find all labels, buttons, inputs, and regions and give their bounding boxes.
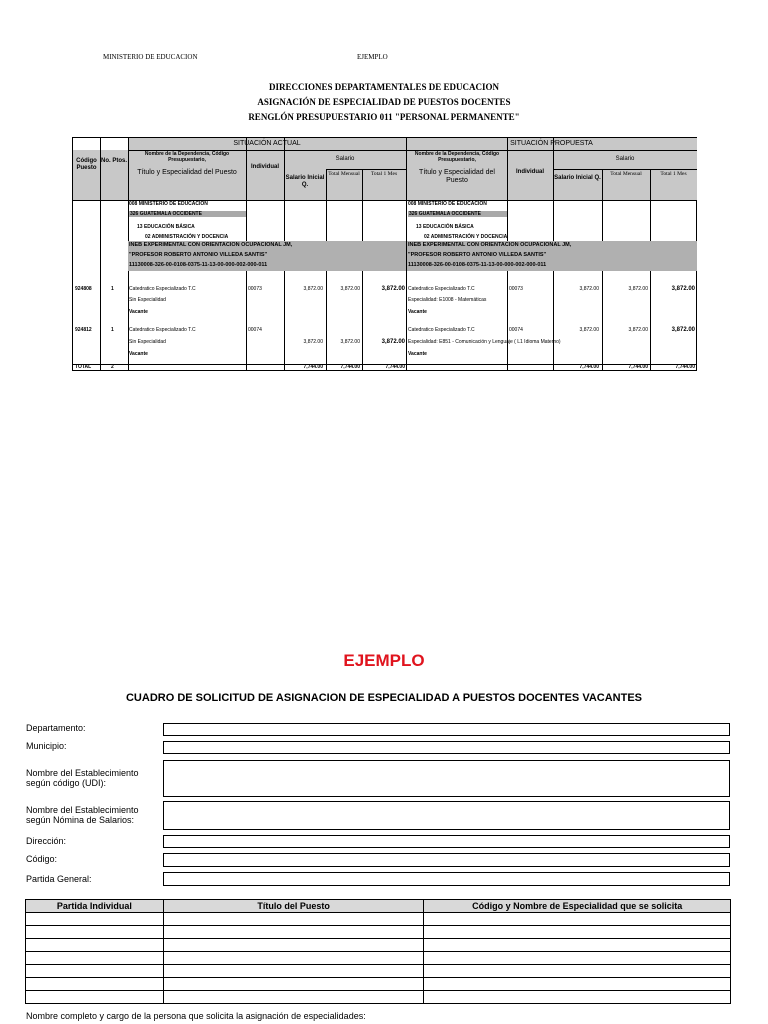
- row2-actual-estado: Vacante: [129, 351, 148, 357]
- situacion-propuesta-title: SITUACIÓN PROPUESTA: [510, 140, 593, 147]
- total-label: TOTAL: [75, 364, 92, 370]
- nomina-label-1: Nombre del Establecimiento: [26, 805, 139, 815]
- grid-cell[interactable]: [26, 926, 164, 939]
- departamento-field[interactable]: [163, 723, 730, 736]
- row2-actual-especialidad: Sin Especialidad: [129, 339, 166, 345]
- row2-no: 1: [111, 327, 114, 333]
- solicitante-label: Nombre completo y cargo de la persona que solicita la asignación de especialidades:: [26, 1011, 366, 1021]
- grid-header-partida: Partida Individual: [26, 900, 164, 913]
- actual-total-mensual-header: Total Mensual: [328, 171, 360, 177]
- example-tag: EJEMPLO: [357, 53, 388, 61]
- row1-actual-total-mes: 3,872.00: [381, 286, 405, 292]
- grid-cell[interactable]: [163, 952, 424, 965]
- partida-general-label: Partida General:: [26, 874, 92, 884]
- row2-prop-estado: Vacante: [408, 351, 427, 357]
- table-row: [26, 978, 731, 991]
- partida-general-field[interactable]: [163, 872, 730, 886]
- row2-prop-especialidad: Especialidad: E851 - Comunicación y Lenguaje ( L1 Idioma Materno): [408, 339, 561, 345]
- grid-cell[interactable]: [424, 926, 731, 939]
- row2-prop-individual: 00074: [509, 327, 523, 333]
- row1-prop-salario-inicial: 3,872.00: [579, 286, 599, 292]
- row1-no: 1: [111, 286, 114, 292]
- row2-prop-salario-inicial: 3,872.00: [579, 327, 599, 333]
- total-prop-total-mes: 7,744.00: [675, 364, 695, 370]
- row2-codigo: 924812: [75, 327, 92, 333]
- grid-cell[interactable]: [424, 978, 731, 991]
- row2-actual-titulo: Catedratico Especializado T.C: [129, 327, 196, 333]
- udi-label-2: según código (UDI):: [26, 778, 107, 788]
- grid-cell[interactable]: [26, 978, 164, 991]
- grid-cell[interactable]: [163, 913, 424, 926]
- row2-actual-salario-inicial: 3,872.00: [303, 339, 323, 345]
- grid-cell[interactable]: [26, 939, 164, 952]
- actual-dep-header: Nombre de la Dependencia, Código Presupuestario,: [144, 151, 230, 163]
- total-prop-salario-inicial: 7,744.00: [579, 364, 599, 370]
- actual-budget-code: 11130008-326-00-0108-0375-11-13-00-000-002-000-011: [129, 262, 268, 268]
- row1-prop-estado: Vacante: [408, 309, 427, 315]
- total-no: 2: [111, 364, 114, 370]
- table-row: [26, 939, 731, 952]
- form-title: CUADRO DE SOLICITUD DE ASIGNACION DE ESPECIALIDAD A PUESTOS DOCENTES VACANTES: [125, 692, 643, 704]
- row1-prop-especialidad: Especialidad: E1008 - Matemáticas: [408, 297, 487, 303]
- prop-establishment-subname: "PROFESOR ROBERTO ANTONIO VILLEDA SANTIS": [408, 252, 547, 258]
- table-row: [26, 965, 731, 978]
- grid-cell[interactable]: [26, 913, 164, 926]
- grid-cell[interactable]: [163, 926, 424, 939]
- prop-total-mes-header: Total 1 Mes: [660, 171, 687, 177]
- grid-cell[interactable]: [26, 952, 164, 965]
- grid-cell[interactable]: [424, 991, 731, 1004]
- grid-cell[interactable]: [424, 913, 731, 926]
- prop-titulo-header: Título y Especialidad del Puesto: [419, 169, 495, 184]
- establecimiento-udi-field[interactable]: [163, 760, 730, 797]
- actual-establishment-subname: "PROFESOR ROBERTO ANTONIO VILLEDA SANTIS": [129, 252, 268, 258]
- table-row: [26, 991, 731, 1004]
- grid-cell[interactable]: [424, 939, 731, 952]
- codigo-field[interactable]: [163, 853, 730, 867]
- ministry-label: MINISTERIO DE EDUCACION: [103, 53, 198, 61]
- direccion-label: Dirección:: [26, 836, 67, 846]
- row1-prop-individual: 00073: [509, 286, 523, 292]
- prop-dep-line-1: 008 MINISTERIO DE EDUCACION: [408, 201, 487, 207]
- row1-prop-total-mes: 3,872.00: [671, 286, 695, 292]
- nomina-label-2: según Nómina de Salarios:: [26, 815, 135, 825]
- row2-prop-titulo: Catedratico Especializado T.C: [408, 327, 475, 333]
- grid-cell[interactable]: [163, 939, 424, 952]
- actual-dep-line-1: 008 MINISTERIO DE EDUCACION: [129, 201, 208, 207]
- actual-salario-header: Salario: [335, 156, 355, 162]
- table-row: [26, 952, 731, 965]
- row1-prop-total-mensual: 3,872.00: [628, 286, 648, 292]
- row1-actual-total-mensual: 3,872.00: [340, 286, 360, 292]
- actual-dep-line-2: 326 GUATEMALA OCCIDENTE: [129, 211, 246, 217]
- row1-actual-especialidad: Sin Especialidad: [129, 297, 166, 303]
- row2-actual-total-mensual: 3,872.00: [340, 339, 360, 345]
- row2-actual-total-mes: 3,872.00: [381, 339, 405, 345]
- assignment-table: [72, 137, 697, 371]
- table-row: [26, 913, 731, 926]
- prop-salario-inicial-header: Salario Inicial Q.: [554, 175, 601, 181]
- row1-codigo: 924808: [75, 286, 92, 292]
- doc-title-2: ASIGNACIÓN DE ESPECIALIDAD DE PUESTOS DOCENTES: [257, 97, 511, 107]
- grid-cell[interactable]: [163, 991, 424, 1004]
- municipio-field[interactable]: [163, 741, 730, 754]
- prop-establishment-name: INEB EXPERIMENTAL CON ORIENTACION OCUPACIONAL JM,: [408, 242, 572, 248]
- row1-actual-salario-inicial: 3,872.00: [303, 286, 323, 292]
- total-prop-total-mensual: 7,744.00: [628, 364, 648, 370]
- col-no-header: No. Ptos.: [100, 158, 127, 164]
- doc-title-3: RENGLÓN PRESUPUESTARIO 011 "PERSONAL PERMANENTE": [248, 112, 520, 122]
- codigo-label: Código:: [26, 854, 58, 864]
- prop-individual-header: Individual: [515, 169, 544, 175]
- total-actual-total-mes: 7,744.00: [385, 364, 405, 370]
- doc-title-1: DIRECCIONES DEPARTAMENTALES DE EDUCACION: [269, 82, 499, 92]
- actual-titulo-header: Título y Especialidad del Puesto: [137, 169, 237, 176]
- direccion-field[interactable]: [163, 835, 730, 848]
- grid-cell[interactable]: [26, 965, 164, 978]
- grid-header-especialidad: Código y Nombre de Especialidad que se solicita: [424, 900, 731, 913]
- grid-cell[interactable]: [26, 991, 164, 1004]
- row2-prop-total-mensual: 3,872.00: [628, 327, 648, 333]
- row1-actual-titulo: Catedratico Especializado T.C: [129, 286, 196, 292]
- prop-budget-code: 11130008-326-00-0108-0375-11-13-00-000-002-000-011: [408, 262, 547, 268]
- actual-dep-line-4: 02 ADMINISTRACIÓN Y DOCENCIA: [145, 234, 229, 240]
- actual-individual-header: Individual: [250, 164, 279, 170]
- table-row: [26, 926, 731, 939]
- prop-dep-header: Nombre de la Dependencia, Código Presupuestario,: [414, 151, 500, 163]
- establecimiento-nomina-field[interactable]: [163, 801, 730, 830]
- grid-cell[interactable]: [424, 952, 731, 965]
- row1-prop-titulo: Catedratico Especializado T.C: [408, 286, 475, 292]
- grid-header-titulo: Título del Puesto: [163, 900, 424, 913]
- municipio-label: Municipio:: [26, 741, 67, 751]
- prop-total-mensual-header: Total Mensual: [610, 171, 642, 177]
- udi-label-1: Nombre del Establecimiento: [26, 768, 139, 778]
- ejemplo-banner: EJEMPLO: [343, 651, 425, 670]
- row2-prop-total-mes: 3,872.00: [671, 327, 695, 333]
- row2-actual-individual: 00074: [248, 327, 262, 333]
- request-grid: [25, 899, 731, 1004]
- grid-cell[interactable]: [163, 965, 424, 978]
- grid-cell[interactable]: [424, 965, 731, 978]
- total-actual-salario-inicial: 7,744.00: [303, 364, 323, 370]
- row1-actual-individual: 00073: [248, 286, 262, 292]
- prop-dep-line-2: 326 GUATEMALA OCCIDENTE: [408, 211, 507, 217]
- actual-dep-line-3: 13 EDUCACIÓN BÁSICA: [137, 224, 195, 230]
- total-actual-total-mensual: 7,744.00: [340, 364, 360, 370]
- actual-total-mes-header: Total 1 Mes: [370, 171, 398, 177]
- actual-establishment-name: INEB EXPERIMENTAL CON ORIENTACION OCUPACIONAL JM,: [129, 242, 293, 248]
- actual-salario-inicial-header: Salario Inicial Q.: [285, 175, 325, 188]
- col-codigo-header: Código Puesto: [76, 158, 97, 171]
- row1-actual-estado: Vacante: [129, 309, 148, 315]
- prop-dep-line-3: 13 EDUCACIÓN BÁSICA: [416, 224, 474, 230]
- situacion-actual-title: SITUACIÓN ACTUAL: [233, 140, 301, 147]
- grid-cell[interactable]: [163, 978, 424, 991]
- prop-salario-header: Salario: [615, 156, 635, 162]
- departamento-label: Departamento:: [26, 723, 86, 733]
- prop-dep-line-4: 02 ADMINISTRACIÓN Y DOCENCIA: [424, 234, 508, 240]
